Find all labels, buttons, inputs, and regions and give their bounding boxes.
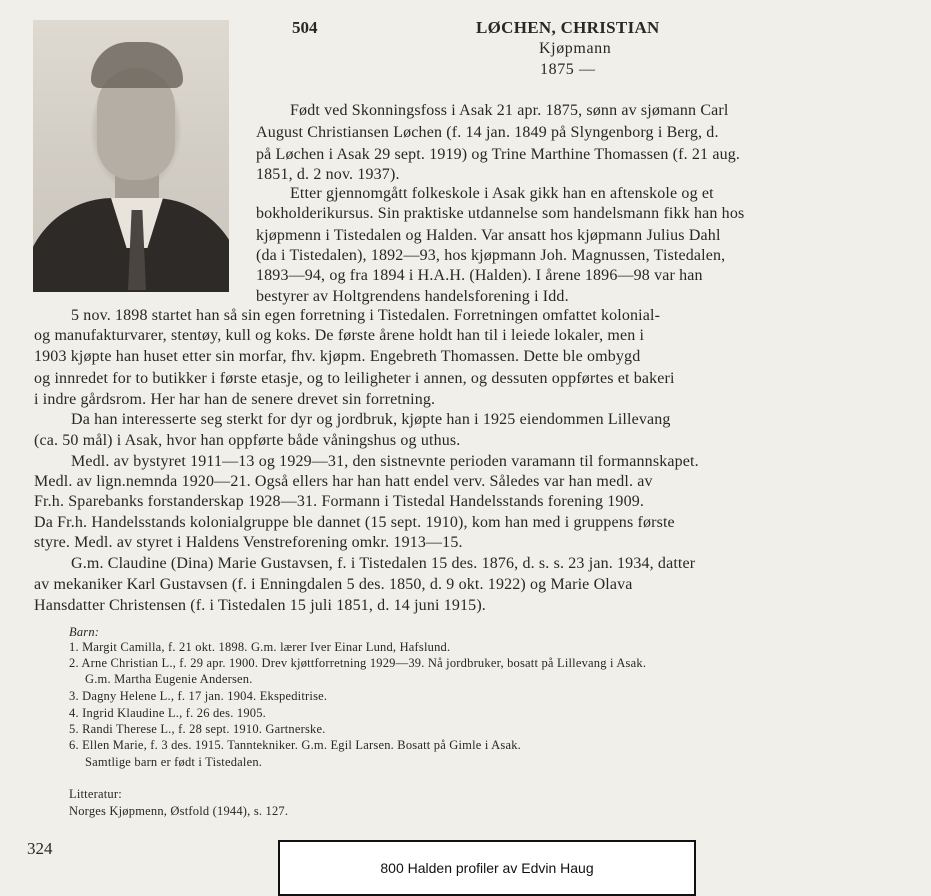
body-line: (da i Tistedalen), 1892—93, hos kjøpmann Joh. Magnussen, Tistedalen, (256, 247, 726, 264)
body-line: Medl. av lign.nemnda 1920—21. Også ellers har han hatt endel verv. Således var han medl. av (34, 473, 653, 490)
body-line: bestyrer av Holtgrendens handelsforening i Idd. (256, 288, 569, 305)
scan-page-number: 324 (27, 839, 53, 858)
body-line: og manufakturvarer, stentøy, kull og koks. De første årene holdt han til i leiede lokaler, men i (34, 327, 645, 344)
book-page-number: 504 (292, 18, 318, 37)
body-line: styre. Medl. av styret i Haldens Venstreforening omkr. 1913—15. (34, 534, 463, 551)
body-line: kjøpmenn i Tistedalen og Halden. Var ansatt hos kjøpmann Julius Dahl (256, 227, 721, 244)
body-line: 5 nov. 1898 startet han så sin egen forretning i Tistedalen. Forretningen omfattet kolonial- (71, 307, 661, 324)
body-line: av mekaniker Karl Gustavsen (f. i Enningdalen 5 des. 1850, d. 9 okt. 1922) og Marie Olava (34, 576, 633, 593)
child-line: Samtlige barn er født i Tistedalen. (85, 755, 263, 769)
body-line: Etter gjennomgått folkeskole i Asak gikk han en aftenskole og et (290, 185, 714, 202)
body-line: August Christiansen Løchen (f. 14 jan. 1849 på Slyngenborg i Berg, d. (256, 124, 719, 141)
literature-line: Norges Kjøpmenn, Østfold (1944), s. 127. (69, 804, 289, 818)
body-line: 1851, d. 2 nov. 1937). (256, 166, 400, 183)
children-heading: Barn: (69, 625, 100, 639)
literature-heading: Litteratur: (69, 787, 122, 801)
child-line: 5. Randi Therese L., f. 28 sept. 1910. Gartnerske. (69, 722, 326, 736)
caption-box (278, 840, 696, 896)
body-line: 1903 kjøpte han huset etter sin morfar, fhv. kjøpm. Engebreth Thomassen. Dette ble ombygd (34, 348, 641, 365)
body-line: G.m. Claudine (Dina) Marie Gustavsen, f. i Tistedalen 15 des. 1876, d. s. s. 23 jan. 1934, datter (71, 555, 696, 572)
body-line: Da han interesserte seg sterkt for dyr og jordbruk, kjøpte han i 1925 eiendommen Lillevang (71, 411, 671, 428)
child-line: 6. Ellen Marie, f. 3 des. 1915. Tanntekniker. G.m. Egil Larsen. Bosatt på Gimle i Asak. (69, 738, 521, 752)
entry-years: 1875 — (540, 61, 596, 78)
body-line: Fr.h. Sparebanks forstanderskap 1928—31. Formann i Tistedal Handelsstands forening 1909. (34, 493, 645, 510)
body-line: Hansdatter Christensen (f. i Tistedalen 15 juli 1851, d. 14 juni 1915). (34, 597, 486, 614)
child-line: 1. Margit Camilla, f. 21 okt. 1898. G.m. lærer Iver Einar Lund, Hafslund. (69, 640, 451, 654)
entry-profession: Kjøpmann (539, 40, 612, 57)
caption-text: 800 Halden profiler av Edvin Haug (380, 860, 594, 876)
body-line: Da Fr.h. Handelsstands kolonialgruppe ble dannet (15 sept. 1910), kom han med i gruppens første (34, 514, 675, 531)
child-line: 4. Ingrid Klaudine L., f. 26 des. 1905. (69, 706, 267, 720)
body-line: i indre gårdsrom. Her har han de senere drevet sin forretning. (34, 391, 436, 408)
child-line: G.m. Martha Eugenie Andersen. (85, 672, 253, 686)
body-line: Født ved Skonningsfoss i Asak 21 apr. 1875, sønn av sjømann Carl (290, 102, 729, 119)
child-line: 2. Arne Christian L., f. 29 apr. 1900. Drev kjøttforretning 1929—39. Nå jordbruker, bosatt på Lillevang i Asak. (69, 656, 647, 670)
body-line: Medl. av bystyret 1911—13 og 1929—31, den sistnevnte perioden varamann til formannskapet. (71, 453, 699, 470)
body-line: 1893—94, og fra 1894 i H.A.H. (Halden). I årene 1896—98 var han (256, 267, 703, 284)
body-line: bokholderikursus. Sin praktiske utdannelse som handelsmann fikk han hos (256, 205, 745, 222)
body-line: og innredet for to butikker i første etasje, og to leiligheter i annen, og dessuten oppførtes et bakeri (34, 370, 675, 387)
portrait-photo (33, 20, 229, 292)
body-line: på Løchen i Asak 29 sept. 1919) og Trine Marthine Thomassen (f. 21 aug. (256, 146, 741, 163)
entry-name: LØCHEN, CHRISTIAN (476, 18, 660, 37)
body-line: (ca. 50 mål) i Asak, hvor han oppførte både våningshus og uthus. (34, 432, 461, 449)
child-line: 3. Dagny Helene L., f. 17 jan. 1904. Ekspeditrise. (69, 689, 328, 703)
